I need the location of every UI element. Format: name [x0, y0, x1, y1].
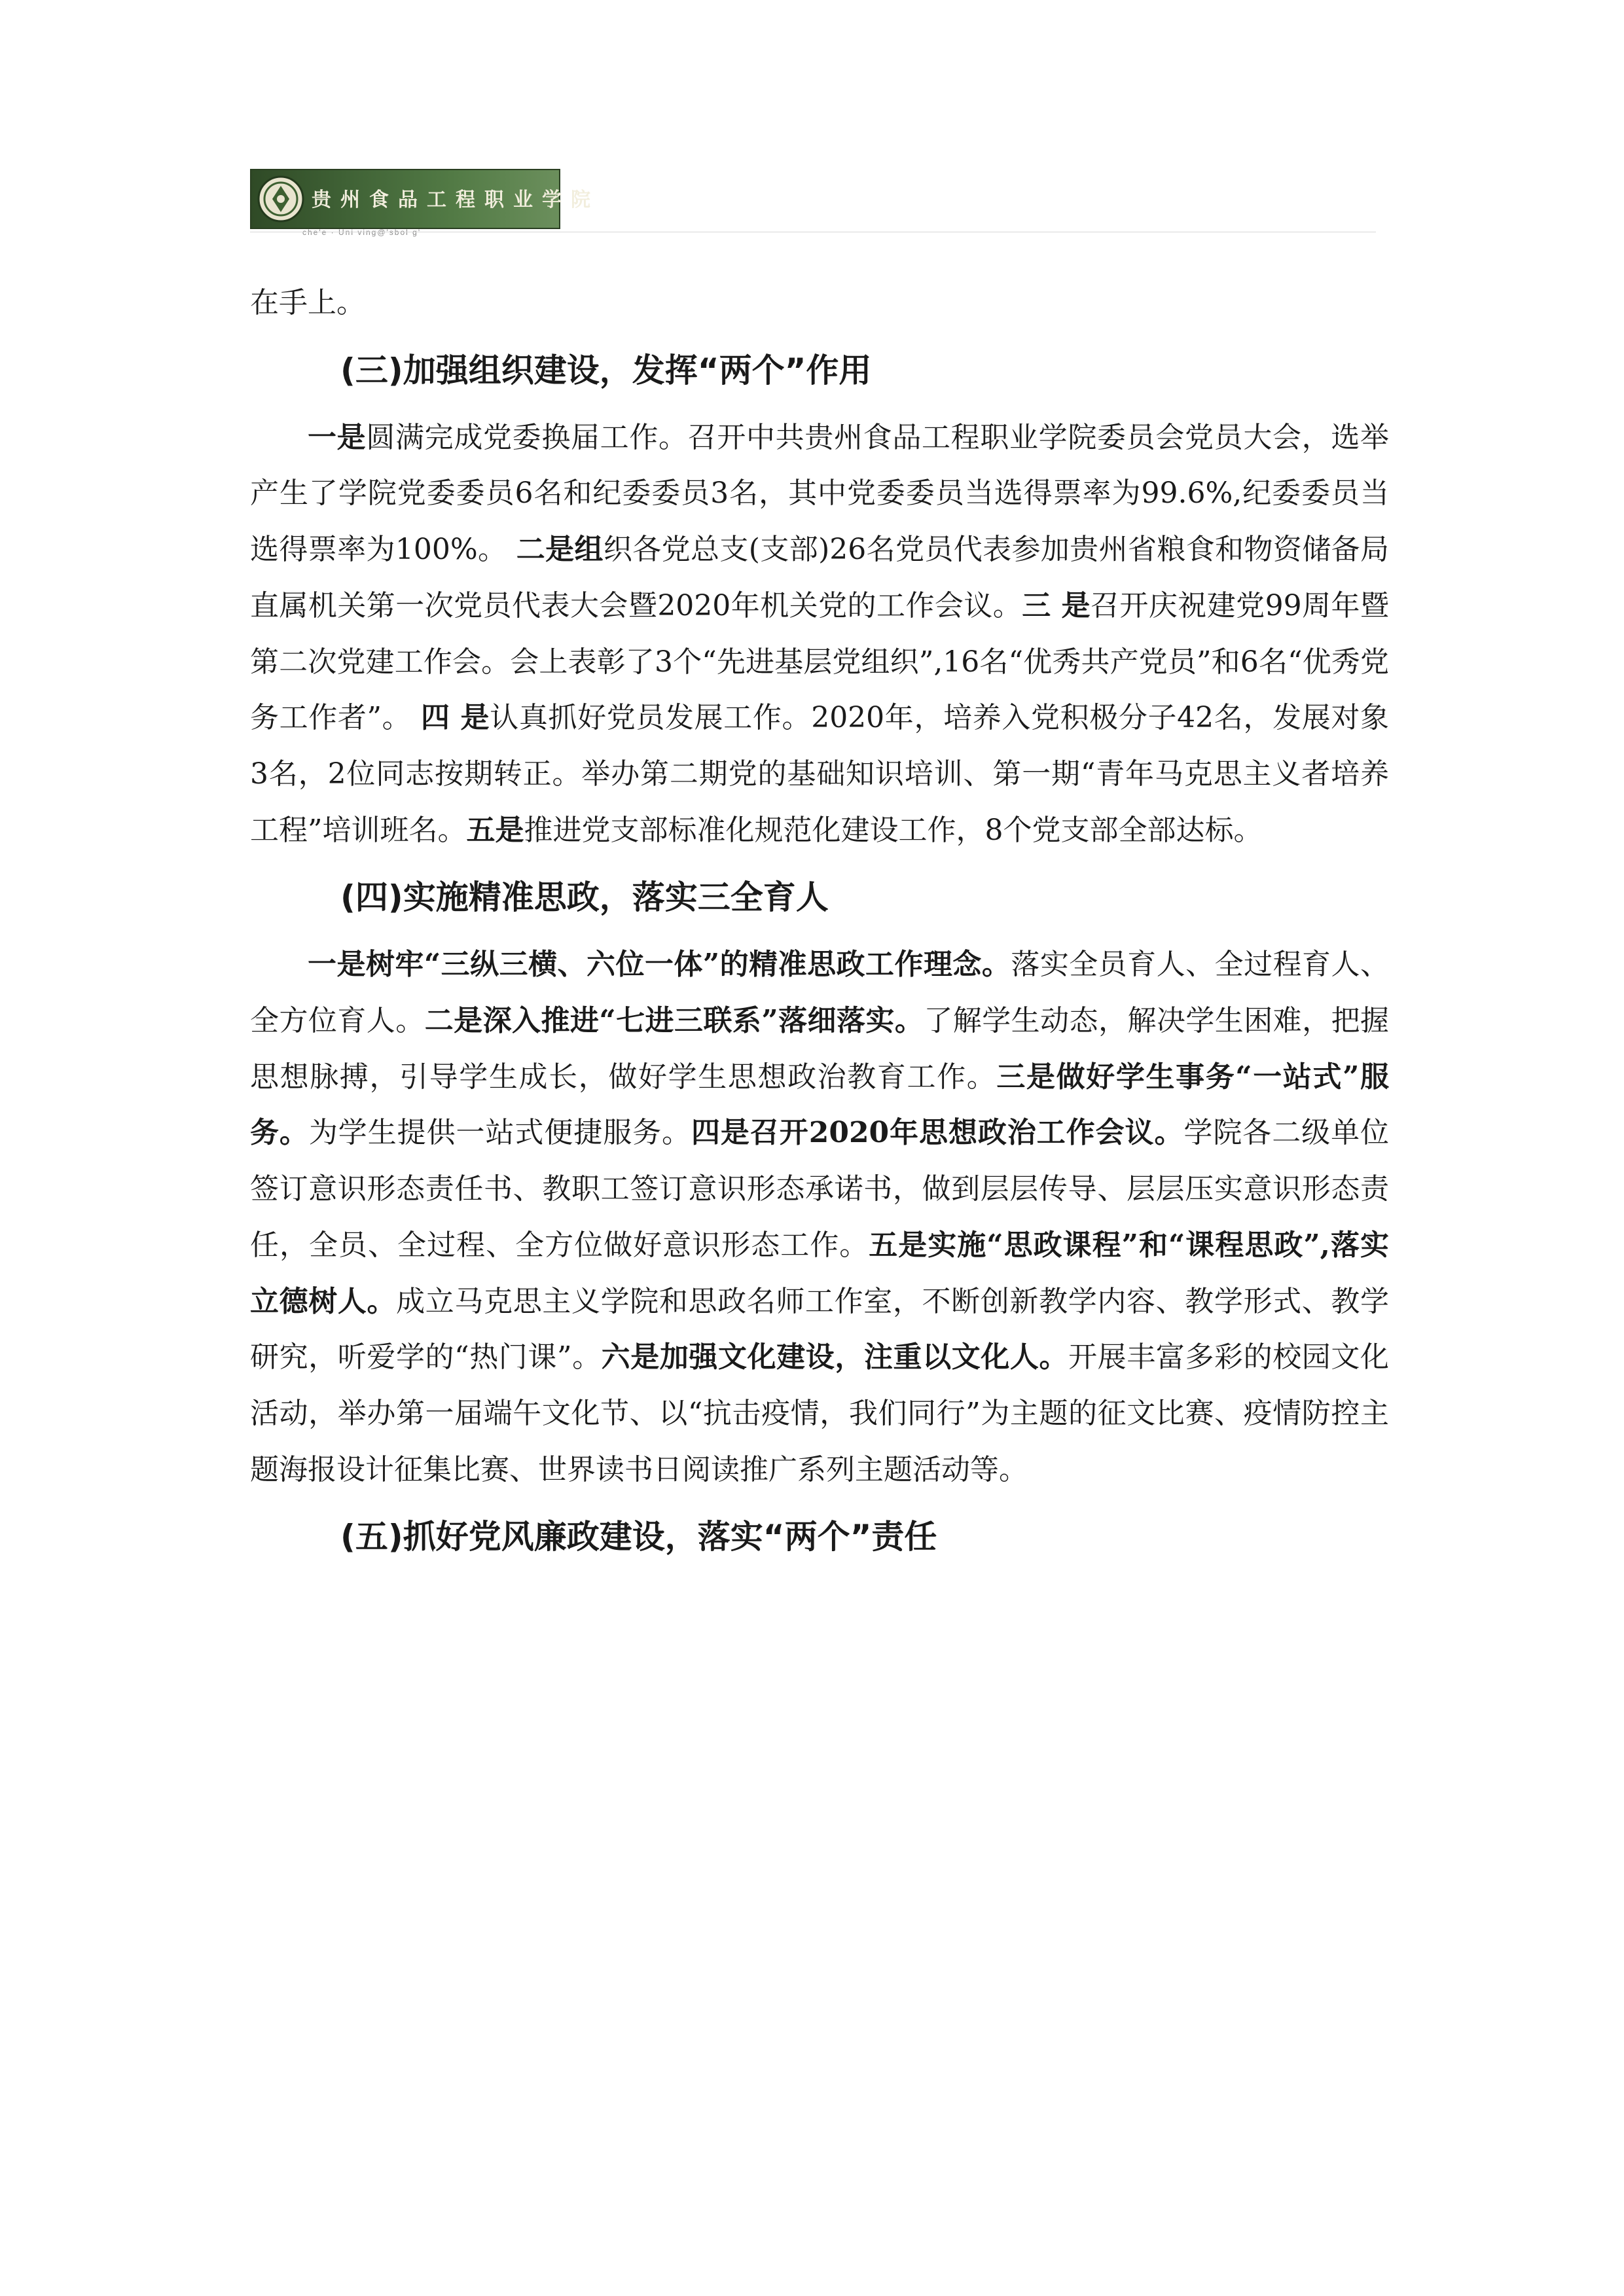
college-name-logotype: 贵州食品工程职业学院 — [312, 188, 600, 211]
point-4-label: 四 是 — [420, 701, 490, 735]
s4-point-2-text: 了解学生动态，解决学生困难，把握思想脉搏，引导学生成长，做好学生思想政治教育工作。 — [250, 1004, 1390, 1094]
s4-point-4-text: 学院各二级单位签订意识形态责任书、教职工签订意识形态承诺书，做到层层传导、层层压实意识形态责任，全员、全过程、全方位做好意识形态工作。 — [250, 1116, 1390, 1262]
s4-point-6-label: 六是加强文化建设，注重以文化人。 — [601, 1340, 1069, 1374]
point-2-label: 二是组 — [516, 533, 604, 567]
college-emblem-icon — [257, 175, 305, 223]
s4-point-5-text: 成立马克思主义学院和思政名师工作室，不断创新教学内容、教学形式、教学研究，听爱学的“热门课”。 — [250, 1284, 1390, 1374]
section-5-heading: (五)抓好党风廉政建设，落实“两个”责任 — [340, 1518, 937, 1556]
s4-point-5-label: 五是实施“思政课程”和“课程思政”,落实立德树人。 — [250, 1228, 1389, 1318]
s4-point-3-text: 为学生提供一站式便捷服务。 — [308, 1116, 691, 1150]
s4-point-4-label: 四是召开2020年思想政治工作会议。 — [691, 1116, 1184, 1150]
section-3-paragraph — [250, 410, 1389, 859]
point-3-label: 三 是 — [1022, 588, 1091, 622]
section-4-paragraph — [250, 937, 1389, 1498]
s4-point-2-label: 二是深入推进“七进三联系”落细落实。 — [424, 1004, 924, 1038]
s4-point-1-label: 一是树牢“三纵三横、六位一体”的精准思政工作理念。 — [308, 948, 1011, 982]
document-body — [250, 275, 1389, 1576]
page-header — [250, 169, 1376, 241]
point-3-text: 召开庆祝建党99周年暨第二次党建工作会。会上表彰了3个“先进基层党组织”,16名“优秀共产党员”和6名“优秀党务工作者”。 — [250, 588, 1389, 735]
s4-point-1-text: 落实全员育人、全过程育人、全方位育人。 — [250, 948, 1389, 1038]
point-1-text: 圆满完成党委换届工作。召开中共贵州食品工程职业学院委员会党员大会，选举产生了学院党委委员6名和纪委委员3名，其中党委委员当选得票率为99.6%,纪委委员当选得票率为100%。 — [250, 420, 1390, 567]
point-4-text: 认真抓好党员发展工作。2020年，培养入党积极分子42名，发展对象3名，2位同志按期转正。举办第二期党的基础知识培训、第一期“青年马克思主义者培养工程”培训班名。 — [250, 701, 1389, 847]
college-logo-banner — [250, 169, 600, 229]
point-5-text: 推进党支部标准化规范化建设工作，8个党支部全部达标。 — [524, 813, 1263, 847]
point-1-label: 一是 — [308, 420, 367, 454]
s4-point-6-text: 开展丰富多彩的校园文化活动，举办第一届端午文化节、以“抗击疫情，我们同行”为主题的征文比赛、疫情防控主题海报设计征集比赛、世界读书日阅读推广系列主题活动等。 — [250, 1340, 1389, 1486]
intro-line: 在手上。 — [250, 286, 365, 319]
point-2-text: 织各党总支(支部)26名党员代表参加贵州省粮食和物资储备局直属机关第一次党员代表大会暨2020年机关党的工作会议。 — [250, 533, 1390, 622]
section-4-heading: (四)实施精准思政，落实三全育人 — [340, 878, 829, 917]
section-3-heading: (三)加强组织建设，发挥“两个”作用 — [340, 351, 872, 389]
point-5-label: 五是 — [466, 813, 524, 847]
s4-point-3-label: 三是做好学生事务“一站式”服务。 — [250, 1060, 1390, 1150]
logo-subtext: che'e · Uni ving@'sbol g' — [302, 228, 422, 237]
